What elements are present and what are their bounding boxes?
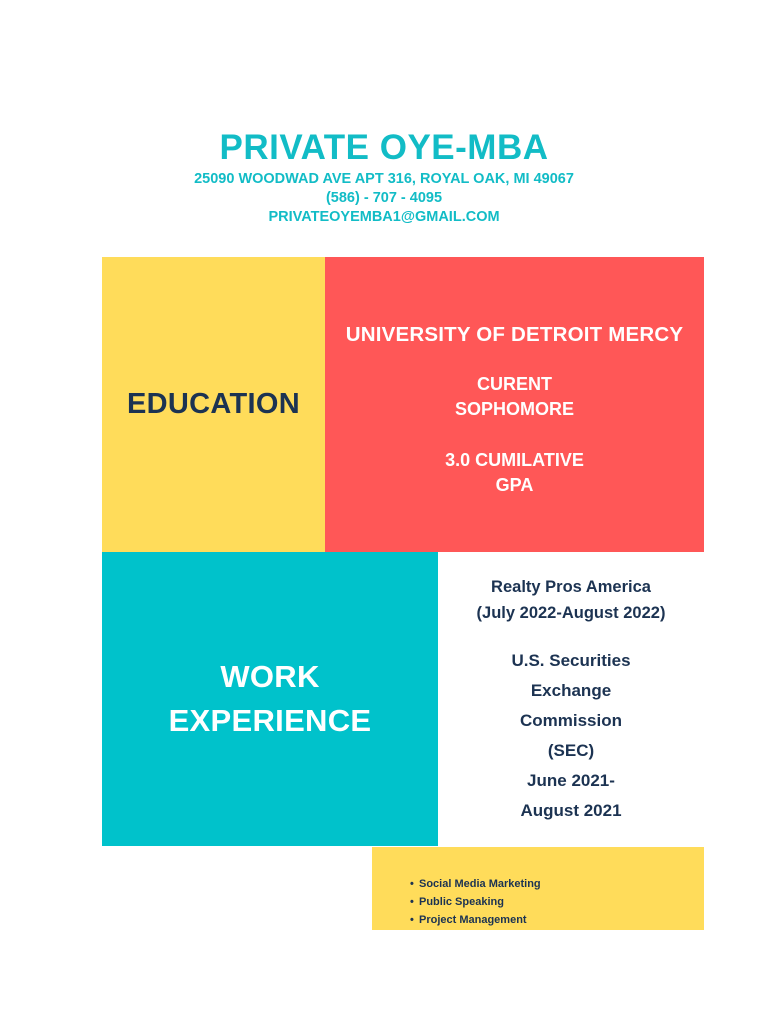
- job-1-employer: Realty Pros America: [491, 578, 651, 596]
- class-status-line-1: CURENT: [477, 374, 552, 394]
- skills-list: [410, 875, 541, 929]
- job-1-dates: (July 2022-August 2022): [476, 604, 666, 622]
- class-status: [325, 372, 704, 422]
- work-experience-heading: [169, 655, 372, 743]
- job-2-line-2: Exchange: [530, 681, 612, 700]
- job-entry-sec: [438, 646, 704, 826]
- work-heading-line-1: WORK: [220, 659, 320, 694]
- job-2-line-1: U.S. Securities: [511, 651, 631, 670]
- skill-item: • Project Management: [410, 911, 541, 929]
- work-label-block: [102, 552, 438, 846]
- education-detail-block: [325, 257, 704, 552]
- skill-item: • Social Media Marketing: [410, 875, 541, 893]
- job-2-line-3: Commission: [519, 711, 623, 730]
- education-heading: EDUCATION: [127, 388, 300, 420]
- gpa: [325, 448, 704, 498]
- email-line: PRIVATEOYEMBA1@GMAIL.COM: [268, 209, 500, 225]
- school-name: UNIVERSITY OF DETROIT MERCY: [345, 323, 684, 346]
- education-label-block: [102, 257, 325, 552]
- resume-header: [0, 126, 768, 227]
- phone-line: (586) - 707 - 4095: [325, 190, 443, 206]
- gpa-line-2: GPA: [495, 475, 534, 495]
- job-entry-realty: [438, 574, 704, 626]
- job-2-line-4: (SEC): [547, 741, 595, 760]
- class-status-line-2: SOPHOMORE: [454, 399, 574, 419]
- work-heading-line-2: EXPERIENCE: [168, 703, 372, 738]
- work-detail-block: [438, 552, 704, 846]
- skills-block: [372, 847, 704, 930]
- job-2-line-6: August 2021: [520, 801, 622, 820]
- gpa-line-1: 3.0 CUMILATIVE: [445, 450, 584, 470]
- skill-item: • Public Speaking: [410, 893, 541, 911]
- job-2-line-5: June 2021-: [527, 771, 615, 790]
- address-line: 25090 WOODWAD AVE APT 316, ROYAL OAK, MI 49067: [194, 171, 574, 187]
- applicant-name: PRIVATE OYE-MBA: [219, 128, 549, 167]
